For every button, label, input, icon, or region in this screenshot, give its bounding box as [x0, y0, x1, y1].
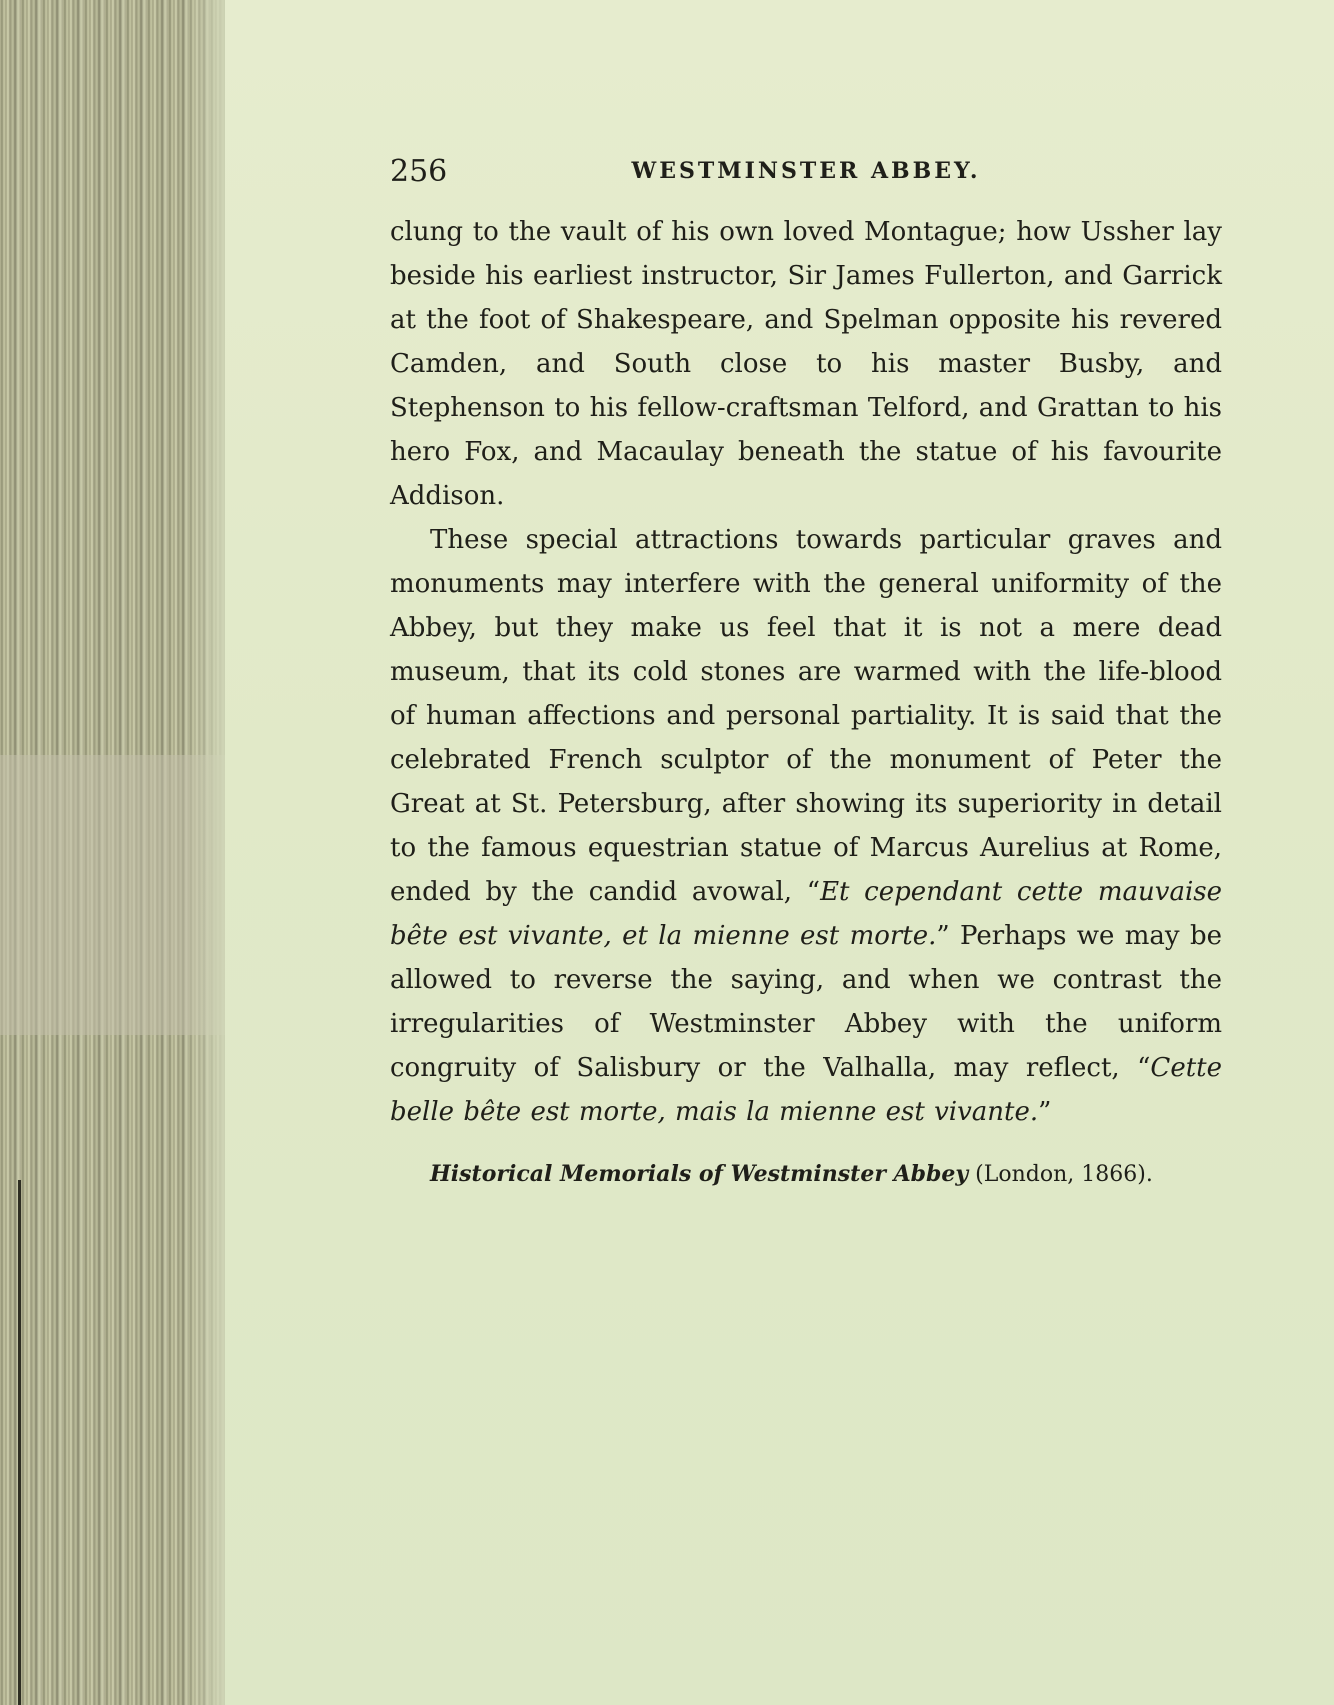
running-title: WESTMINSTER ABBEY.	[631, 158, 981, 184]
paragraph-2	[390, 518, 1222, 1134]
french-quote-2: Cette belle bête est morte, mais la mienne est vivante.	[390, 1053, 1222, 1127]
book-page	[225, 0, 1334, 1705]
page-number: 256	[390, 154, 448, 189]
citation-work-title: Historical Memorials of Westminster Abbey	[430, 1161, 969, 1187]
paragraph-2-text-a: These special attractions towards particular graves and monuments may interfere with the general uniformity of the Abbey, but they make us feel that it is not a mere dead museum, that its cold stones are warmed with the life-blood of human affections and personal partiality. It is said that the celebrated French sculptor of the monument of Peter the Great at St. Petersburg, after showing its superiority in detail to the famous equestrian statue of Marcus Aurelius at Rome, ended by the candid avowal, “	[390, 525, 1222, 907]
body-text	[390, 210, 1222, 1134]
page-edges	[0, 0, 225, 1705]
edge-mark	[18, 1180, 21, 1705]
text-block	[390, 150, 1222, 1205]
source-citation	[430, 1144, 1222, 1205]
french-quote-1: Et cependant cette mauvaise bête est vivante, et la mienne est morte.	[390, 877, 1222, 951]
paragraph-2-text-b: ” Perhaps we may be allowed to reverse the saying, and when we contrast the irregularities of Westminster Abbey with the uniform congruity of Salisbury or the Valhalla, may reflect, “	[390, 921, 1222, 1083]
gutter-shade	[185, 0, 225, 1705]
citation-details: (London, 1866).	[968, 1162, 1153, 1187]
paragraph-1: clung to the vault of his own loved Montague; how Ussher lay beside his earliest instructor, Sir James Fullerton, and Garrick at the foot of Shakespeare, and Spelman opposite his revered Camden, and South close to his master Busby, and Stephenson to his fellow-craftsman Telford, and Grattan to his hero Fox, and Macaulay beneath the statue of his favourite Addison.	[390, 217, 1222, 511]
running-head	[390, 150, 1222, 190]
paragraph-2-text-c: ”	[1038, 1097, 1052, 1127]
